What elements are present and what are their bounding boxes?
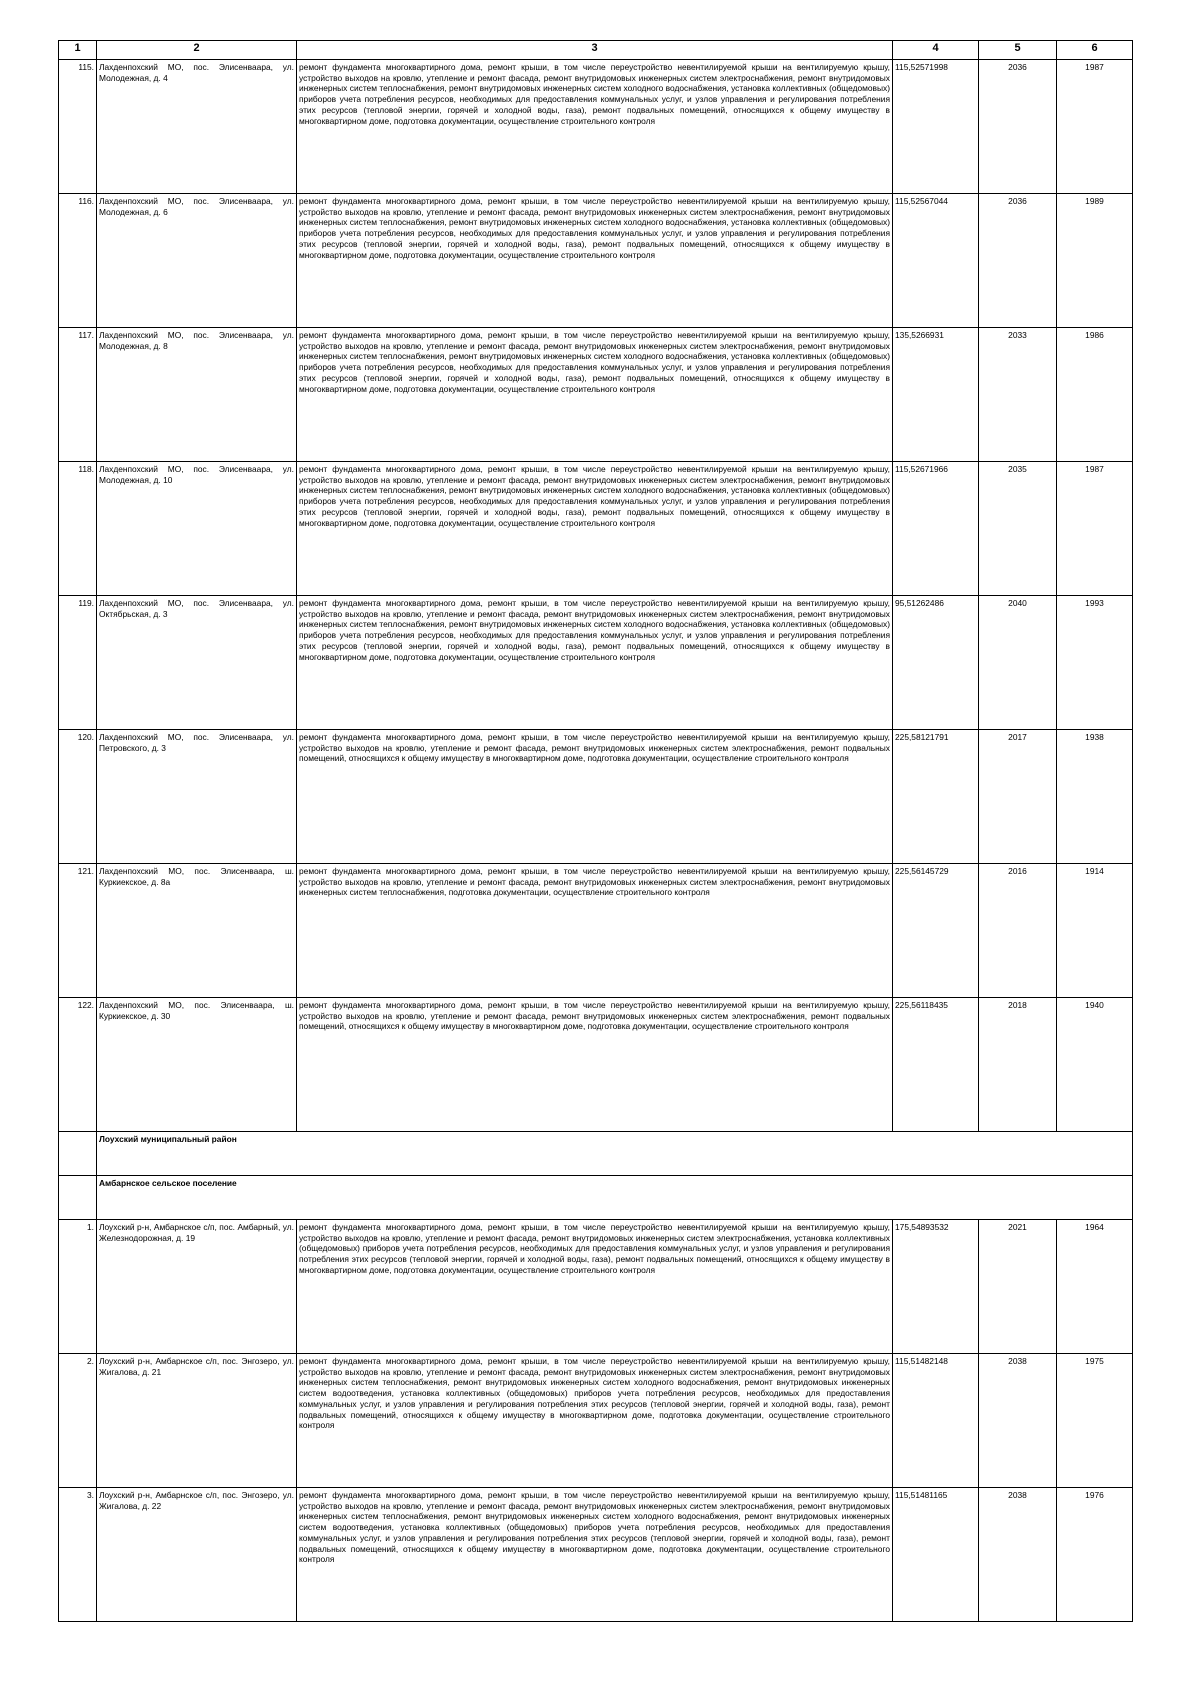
section-title: Амбарнское сельское поселение — [97, 1176, 1133, 1220]
construction-year: 1964 — [1057, 1220, 1133, 1354]
planned-year: 2036 — [979, 194, 1057, 328]
repair-works: ремонт фундамента многоквартирного дома, ремонт крыши, в том числе переустройство невентилируемой крыши на вентилируемую крышу, устройство выходов на кровлю, утепление и ремонт фасада, ремонт внутридомовых инженерных систем электроснабжения, ремонт внутридомовых инженерных систем теплоснабжения, ремонт внутридомовых инженерных систем холодного водоснабжения, ремонт внутридомовых инженерных систем водоотведения, установка коллективных (общедомовых) приборов учета потребления ресурсов, необходимых для предоставления коммунальных услуг, и узлов управления и регулирования потребления этих ресурсов (тепловой энергии, горячей и холодной воды, газа), ремонт подвальных помещений, относящихся к общему имуществу в многоквартирном доме, подготовка документации, осуществление строительного контроля — [297, 1354, 893, 1488]
repair-works: ремонт фундамента многоквартирного дома, ремонт крыши, в том числе переустройство невентилируемой крыши на вентилируемую крышу, устройство выходов на кровлю, утепление и ремонт фасада, ремонт внутридомовых инженерных систем электроснабжения, установка коллективных (общедомовых) приборов учета потребления ресурсов, необходимых для предоставления коммунальных услуг, и узлов управления и регулирования потребления этих ресурсов (тепловой энергии, горячей и холодной воды, газа), ремонт подвальных помещений, относящихся к общему имуществу в многоквартирном доме, подготовка документации, осуществление строительного контроля — [297, 1220, 893, 1354]
building-address: Лахденпохский МО, пос. Элисенваара, ул. Молодежная, д. 10 — [97, 462, 297, 596]
building-address: Лахденпохский МО, пос. Элисенваара, ул. Октябрьская, д. 3 — [97, 596, 297, 730]
building-address: Лоухский р-н, Амбарнское с/п, пос. Энгозеро, ул. Жигалова, д. 22 — [97, 1488, 297, 1622]
table-row — [59, 462, 1133, 596]
table-row — [59, 194, 1133, 328]
repair-works: ремонт фундамента многоквартирного дома, ремонт крыши, в том числе переустройство невентилируемой крыши на вентилируемую крышу, устройство выходов на кровлю, утепление и ремонт фасада, ремонт внутридомовых инженерных систем электроснабжения, ремонт внутридомовых инженерных систем теплоснабжения, ремонт внутридомовых инженерных систем холодного водоснабжения, установка коллективных (общедомовых) приборов учета потребления ресурсов, необходимых для предоставления коммунальных услуг, и узлов управления и регулирования потребления этих ресурсов (тепловой энергии, горячей и холодной воды, газа), ремонт подвальных помещений, относящихся к общему имуществу в многоквартирном доме, подготовка документации, осуществление строительного контроля — [297, 462, 893, 596]
row-number: 2. — [59, 1354, 97, 1488]
repair-cost: 175,54893532 — [893, 1220, 979, 1354]
column-header: 5 — [979, 41, 1057, 60]
construction-year: 1940 — [1057, 998, 1133, 1132]
repair-works: ремонт фундамента многоквартирного дома, ремонт крыши, в том числе переустройство невентилируемой крыши на вентилируемую крышу, устройство выходов на кровлю, утепление и ремонт фасада, ремонт внутридомовых инженерных систем электроснабжения, ремонт внутридомовых инженерных систем теплоснабжения, ремонт внутридомовых инженерных систем холодного водоснабжения, установка коллективных (общедомовых) приборов учета потребления ресурсов, необходимых для предоставления коммунальных услуг, и узлов управления и регулирования потребления этих ресурсов (тепловой энергии, горячей и холодной воды, газа), ремонт подвальных помещений, относящихся к общему имуществу в многоквартирном доме, подготовка документации, осуществление строительного контроля — [297, 596, 893, 730]
building-address: Лахденпохский МО, пос. Элисенваара, ул. Молодежная, д. 8 — [97, 328, 297, 462]
repair-cost: 95,51262486 — [893, 596, 979, 730]
repair-works: ремонт фундамента многоквартирного дома, ремонт крыши, в том числе переустройство невентилируемой крыши на вентилируемую крышу, устройство выходов на кровлю, утепление и ремонт фасада, ремонт внутридомовых инженерных систем электроснабжения, ремонт внутридомовых инженерных систем теплоснабжения, ремонт внутридомовых инженерных систем холодного водоснабжения, установка коллективных (общедомовых) приборов учета потребления ресурсов, необходимых для предоставления коммунальных услуг, и узлов управления и регулирования потребления этих ресурсов (тепловой энергии, горячей и холодной воды, газа), ремонт подвальных помещений, относящихся к общему имуществу в многоквартирном доме, подготовка документации, осуществление строительного контроля — [297, 194, 893, 328]
planned-year: 2033 — [979, 328, 1057, 462]
capital-repair-table — [58, 40, 1133, 1622]
repair-cost: 225,56118435 — [893, 998, 979, 1132]
row-number: 119. — [59, 596, 97, 730]
construction-year: 1987 — [1057, 462, 1133, 596]
repair-works: ремонт фундамента многоквартирного дома, ремонт крыши, в том числе переустройство невентилируемой крыши на вентилируемую крышу, устройство выходов на кровлю, утепление и ремонт фасада, ремонт внутридомовых инженерных систем электроснабжения, ремонт внутридомовых инженерных систем теплоснабжения, ремонт внутридомовых инженерных систем холодного водоснабжения, установка коллективных (общедомовых) приборов учета потребления ресурсов, необходимых для предоставления коммунальных услуг, и узлов управления и регулирования потребления этих ресурсов (тепловой энергии, горячей и холодной воды, газа), ремонт подвальных помещений, относящихся к общему имуществу в многоквартирном доме, подготовка документации, осуществление строительного контроля — [297, 328, 893, 462]
section-number-cell — [59, 1132, 97, 1176]
repair-cost: 115,52567044 — [893, 194, 979, 328]
planned-year: 2018 — [979, 998, 1057, 1132]
construction-year: 1986 — [1057, 328, 1133, 462]
repair-cost: 115,52671966 — [893, 462, 979, 596]
building-address: Лоухский р-н, Амбарнское с/п, пос. Энгозеро, ул. Жигалова, д. 21 — [97, 1354, 297, 1488]
building-address: Лоухский р-н, Амбарнское с/п, пос. Амбарный, ул. Железнодорожная, д. 19 — [97, 1220, 297, 1354]
building-address: Лахденпохский МО, пос. Элисенваара, ул. Молодежная, д. 4 — [97, 60, 297, 194]
planned-year: 2017 — [979, 730, 1057, 864]
table-row — [59, 60, 1133, 194]
construction-year: 1993 — [1057, 596, 1133, 730]
table-row — [59, 1354, 1133, 1488]
column-header: 1 — [59, 41, 97, 60]
repair-cost: 225,58121791 — [893, 730, 979, 864]
construction-year: 1989 — [1057, 194, 1133, 328]
column-header: 4 — [893, 41, 979, 60]
table-row — [59, 864, 1133, 998]
repair-cost: 115,51482148 — [893, 1354, 979, 1488]
repair-works: ремонт фундамента многоквартирного дома, ремонт крыши, в том числе переустройство невентилируемой крыши на вентилируемую крышу, устройство выходов на кровлю, утепление и ремонт фасада, ремонт внутридомовых инженерных систем электроснабжения, ремонт внутридомовых инженерных систем теплоснабжения, ремонт внутридомовых инженерных систем холодного водоснабжения, ремонт внутридомовых инженерных систем водоотведения, установка коллективных (общедомовых) приборов учета потребления ресурсов, необходимых для предоставления коммунальных услуг, и узлов управления и регулирования потребления этих ресурсов (тепловой энергии, горячей и холодной воды, газа), ремонт подвальных помещений, относящихся к общему имуществу в многоквартирном доме, подготовка документации, осуществление строительного контроля — [297, 1488, 893, 1622]
row-number: 1. — [59, 1220, 97, 1354]
repair-works: ремонт фундамента многоквартирного дома, ремонт крыши, в том числе переустройство невентилируемой крыши на вентилируемую крышу, устройство выходов на кровлю, утепление и ремонт фасада, ремонт внутридомовых инженерных систем электроснабжения, ремонт подвальных помещений, относящихся к общему имуществу в многоквартирном доме, подготовка документации, осуществление строительного контроля — [297, 730, 893, 864]
section-title: Лоухский муниципальный район — [97, 1132, 1133, 1176]
table-row — [59, 596, 1133, 730]
planned-year: 2038 — [979, 1354, 1057, 1488]
column-header: 2 — [97, 41, 297, 60]
table-row — [59, 998, 1133, 1132]
row-number: 118. — [59, 462, 97, 596]
row-number: 120. — [59, 730, 97, 864]
planned-year: 2016 — [979, 864, 1057, 998]
column-header: 3 — [297, 41, 893, 60]
building-address: Лахденпохский МО, пос. Элисенваара, ш. Куркиекское, д. 30 — [97, 998, 297, 1132]
row-number: 121. — [59, 864, 97, 998]
planned-year: 2036 — [979, 60, 1057, 194]
construction-year: 1987 — [1057, 60, 1133, 194]
construction-year: 1914 — [1057, 864, 1133, 998]
planned-year: 2021 — [979, 1220, 1057, 1354]
column-header: 6 — [1057, 41, 1133, 60]
repair-cost: 135,5266931 — [893, 328, 979, 462]
planned-year: 2035 — [979, 462, 1057, 596]
construction-year: 1938 — [1057, 730, 1133, 864]
row-number: 115. — [59, 60, 97, 194]
row-number: 3. — [59, 1488, 97, 1622]
table-row — [59, 1488, 1133, 1622]
repair-cost: 115,51481165 — [893, 1488, 979, 1622]
table-row — [59, 328, 1133, 462]
repair-cost: 115,52571998 — [893, 60, 979, 194]
row-number: 117. — [59, 328, 97, 462]
repair-works: ремонт фундамента многоквартирного дома, ремонт крыши, в том числе переустройство невентилируемой крыши на вентилируемую крышу, устройство выходов на кровлю, утепление и ремонт фасада, ремонт внутридомовых инженерных систем электроснабжения, ремонт внутридомовых инженерных систем теплоснабжения, ремонт внутридомовых инженерных систем холодного водоснабжения, установка коллективных (общедомовых) приборов учета потребления ресурсов, необходимых для предоставления коммунальных услуг, и узлов управления и регулирования потребления этих ресурсов (тепловой энергии, горячей и холодной воды, газа), ремонт подвальных помещений, относящихся к общему имуществу в многоквартирном доме, подготовка документации, осуществление строительного контроля — [297, 60, 893, 194]
building-address: Лахденпохский МО, пос. Элисенваара, ш. Куркиекское, д. 8а — [97, 864, 297, 998]
repair-cost: 225,56145729 — [893, 864, 979, 998]
building-address: Лахденпохский МО, пос. Элисенваара, ул. Петровского, д. 3 — [97, 730, 297, 864]
table-header-row — [59, 41, 1133, 60]
repair-works: ремонт фундамента многоквартирного дома, ремонт крыши, в том числе переустройство невентилируемой крыши на вентилируемую крышу, устройство выходов на кровлю, утепление и ремонт фасада, ремонт внутридомовых инженерных систем электроснабжения, ремонт подвальных помещений, относящихся к общему имуществу в многоквартирном доме, подготовка документации, осуществление строительного контроля — [297, 998, 893, 1132]
construction-year: 1976 — [1057, 1488, 1133, 1622]
row-number: 116. — [59, 194, 97, 328]
construction-year: 1975 — [1057, 1354, 1133, 1488]
table-row — [59, 730, 1133, 864]
section-row — [59, 1176, 1133, 1220]
section-row — [59, 1132, 1133, 1176]
section-number-cell — [59, 1176, 97, 1220]
table-row — [59, 1220, 1133, 1354]
planned-year: 2040 — [979, 596, 1057, 730]
repair-works: ремонт фундамента многоквартирного дома, ремонт крыши, в том числе переустройство невентилируемой крыши на вентилируемую крышу, устройство выходов на кровлю, утепление и ремонт фасада, ремонт внутридомовых инженерных систем электроснабжения, ремонт внутридомовых инженерных систем теплоснабжения, подготовка документации, осуществление строительного контроля — [297, 864, 893, 998]
planned-year: 2038 — [979, 1488, 1057, 1622]
building-address: Лахденпохский МО, пос. Элисенваара, ул. Молодежная, д. 6 — [97, 194, 297, 328]
row-number: 122. — [59, 998, 97, 1132]
